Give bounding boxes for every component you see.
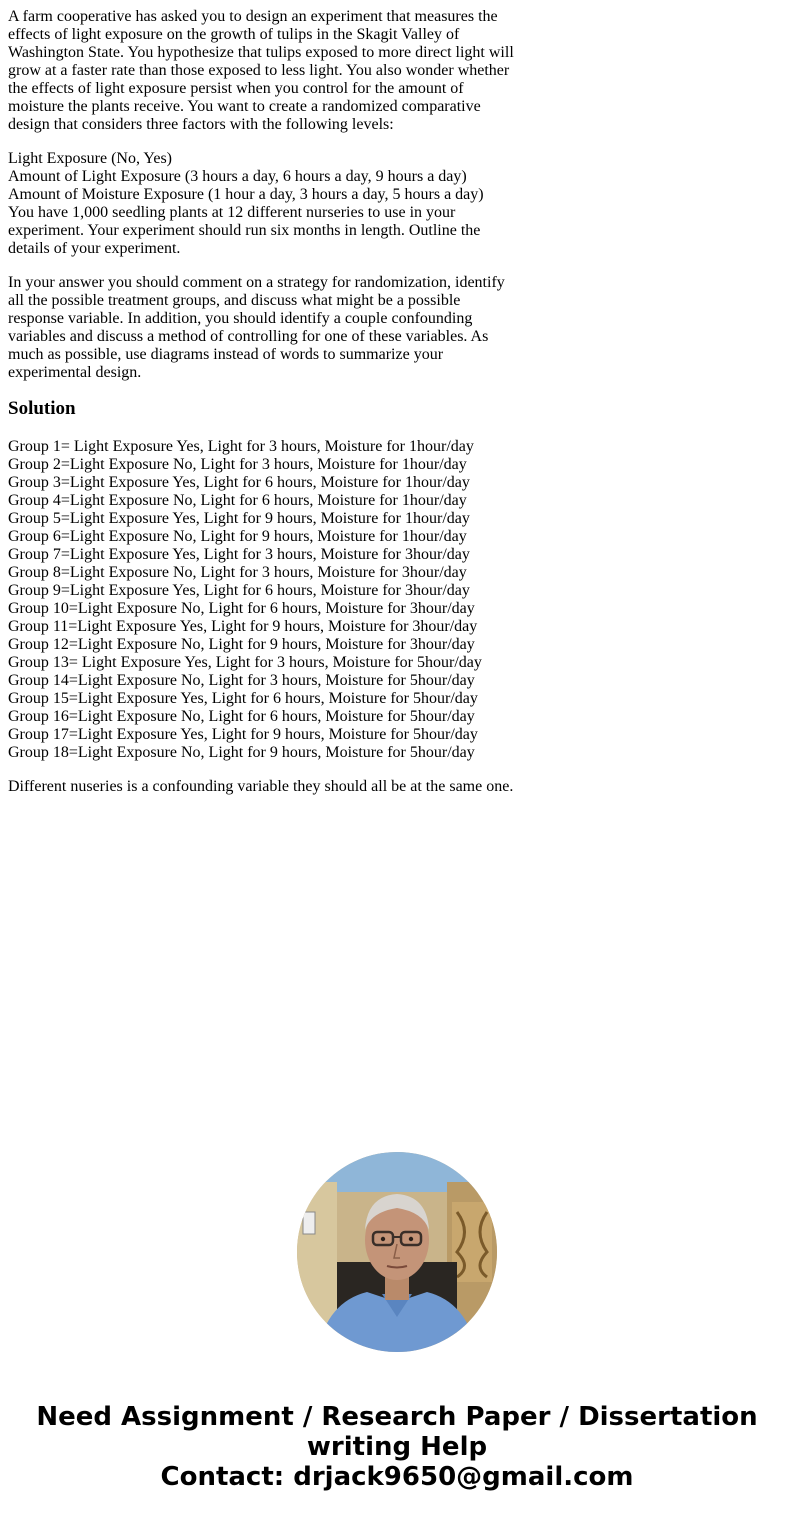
treatment-group: Group 10=Light Exposure No, Light for 6 hours, Moisture for 3hour/day: [8, 600, 475, 617]
promo-contact[interactable]: Contact: drjack9650@gmail.com: [160, 1462, 634, 1492]
text-line: Washington State. You hypothesize that tulips exposed to more direct light will: [8, 44, 514, 61]
text-line: design that considers three factors with the following levels:: [8, 116, 394, 133]
treatment-group: Group 5=Light Exposure Yes, Light for 9 hours, Moisture for 1hour/day: [8, 510, 470, 527]
promo-line: writing Help: [306, 1432, 488, 1462]
text-line: details of your experiment.: [8, 240, 181, 257]
text-line: experimental design.: [8, 364, 142, 381]
treatment-group: Group 7=Light Exposure Yes, Light for 3 hours, Moisture for 3hour/day: [8, 546, 470, 563]
promo-text: [0, 1402, 794, 1492]
treatment-group: Group 8=Light Exposure No, Light for 3 hours, Moisture for 3hour/day: [8, 564, 467, 581]
solution-conclusion: Different nuseries is a confounding variable they should all be at the same one.: [8, 778, 514, 795]
promo-line: Need Assignment / Research Paper / Dissertation: [36, 1402, 758, 1432]
treatment-group: Group 3=Light Exposure Yes, Light for 6 hours, Moisture for 1hour/day: [8, 474, 470, 491]
text-line: moisture the plants receive. You want to create a randomized comparative: [8, 98, 481, 115]
treatment-group: Group 14=Light Exposure No, Light for 3 hours, Moisture for 5hour/day: [8, 672, 475, 689]
question-intro: [8, 8, 518, 134]
text-line: effects of light exposure on the growth of tulips in the Skagit Valley of: [8, 26, 460, 43]
solution-heading: Solution: [8, 398, 76, 419]
treatment-group: Group 17=Light Exposure Yes, Light for 9 hours, Moisture for 5hour/day: [8, 726, 478, 743]
text-line: all the possible treatment groups, and discuss what might be a possible: [8, 292, 461, 309]
text-line: Amount of Moisture Exposure (1 hour a day, 3 hours a day, 5 hours a day): [8, 186, 484, 203]
text-line: variables and discuss a method of controlling for one of these variables. As: [8, 328, 489, 345]
text-line: grow at a faster rate than those exposed to less light. You also wonder whether: [8, 62, 510, 79]
treatment-group: Group 2=Light Exposure No, Light for 3 hours, Moisture for 1hour/day: [8, 456, 467, 473]
text-line: experiment. Your experiment should run six months in length. Outline the: [8, 222, 481, 239]
text-line: much as possible, use diagrams instead of words to summarize your: [8, 346, 444, 363]
treatment-group: Group 1= Light Exposure Yes, Light for 3 hours, Moisture for 1hour/day: [8, 438, 474, 455]
question-factors: [8, 150, 518, 258]
treatment-group: Group 6=Light Exposure No, Light for 9 hours, Moisture for 1hour/day: [8, 528, 467, 545]
tutor-portrait-icon: [297, 1152, 497, 1352]
treatment-group: Group 11=Light Exposure Yes, Light for 9 hours, Moisture for 3hour/day: [8, 618, 478, 635]
text-line: Light Exposure (No, Yes): [8, 150, 172, 167]
treatment-group-list: [8, 438, 518, 762]
text-line: response variable. In addition, you should identify a couple confounding: [8, 310, 473, 327]
question-instructions: [8, 274, 518, 382]
text-line: Amount of Light Exposure (3 hours a day, 6 hours a day, 9 hours a day): [8, 168, 467, 185]
treatment-group: Group 16=Light Exposure No, Light for 6 hours, Moisture for 5hour/day: [8, 708, 475, 725]
text-line: A farm cooperative has asked you to design an experiment that measures the: [8, 8, 498, 25]
treatment-group: Group 13= Light Exposure Yes, Light for 3 hours, Moisture for 5hour/day: [8, 654, 482, 671]
treatment-group: Group 18=Light Exposure No, Light for 9 hours, Moisture for 5hour/day: [8, 744, 475, 761]
treatment-group: Group 15=Light Exposure Yes, Light for 6 hours, Moisture for 5hour/day: [8, 690, 478, 707]
treatment-group: Group 9=Light Exposure Yes, Light for 6 hours, Moisture for 3hour/day: [8, 582, 470, 599]
document-body: [8, 8, 518, 812]
treatment-group: Group 4=Light Exposure No, Light for 6 hours, Moisture for 1hour/day: [8, 492, 467, 509]
text-line: the effects of light exposure persist when you control for the amount of: [8, 80, 464, 97]
text-line: You have 1,000 seedling plants at 12 different nurseries to use in your: [8, 204, 456, 221]
treatment-group: Group 12=Light Exposure No, Light for 9 hours, Moisture for 3hour/day: [8, 636, 475, 653]
promo-footer: [0, 1152, 794, 1492]
text-line: In your answer you should comment on a strategy for randomization, identify: [8, 274, 505, 291]
